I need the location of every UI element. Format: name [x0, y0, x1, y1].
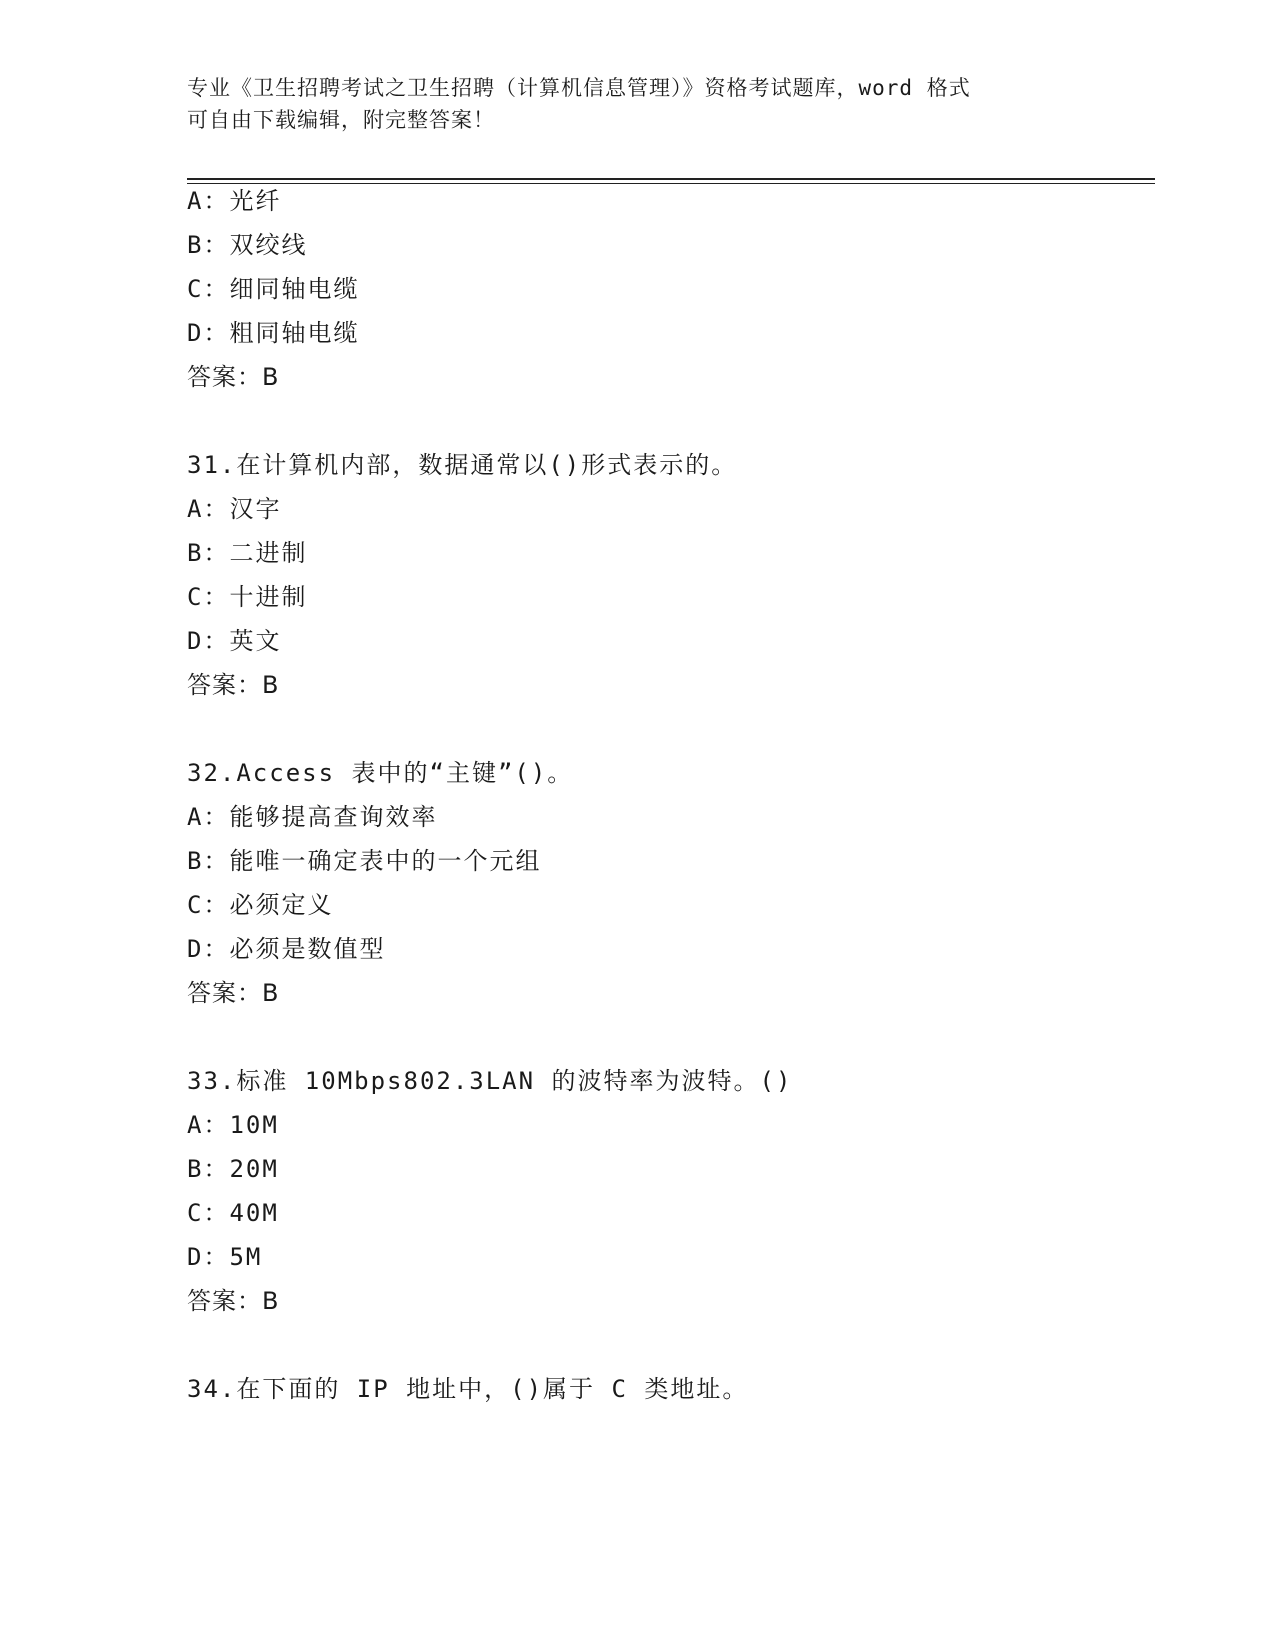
q32-option-b: B：能唯一确定表中的一个元组	[187, 847, 542, 875]
q32-question: 32.Access 表中的“主键”()。	[187, 759, 574, 787]
q31-option-d: D：英文	[187, 627, 282, 655]
header-divider	[187, 178, 1155, 180]
q31-option-b: B：二进制	[187, 539, 308, 567]
q31-option-c: C：十进制	[187, 583, 308, 611]
q33-question: 33.标准 10Mbps802.3LAN 的波特率为波特。()	[187, 1067, 793, 1095]
q33-option-c: C：40M	[187, 1199, 279, 1227]
q32-option-d: D：必须是数值型	[187, 935, 386, 963]
q33-option-d: D：5M	[187, 1243, 263, 1271]
q30-option-b: B：双绞线	[187, 231, 308, 259]
header-divider-thin	[187, 183, 1155, 184]
q31-question: 31.在计算机内部，数据通常以()形式表示的。	[187, 451, 738, 479]
q30-option-c: C：细同轴电缆	[187, 275, 360, 303]
q32-option-a: A：能够提高查询效率	[187, 803, 438, 831]
q34-question: 34.在下面的 IP 地址中，()属于 C 类地址。	[187, 1375, 749, 1403]
q31-option-a: A：汉字	[187, 495, 282, 523]
document-header	[187, 72, 1067, 136]
header-line-1: 专业《卫生招聘考试之卫生招聘（计算机信息管理）》资格考试题库，word 格式	[187, 76, 971, 100]
q33-option-a: A：10M	[187, 1111, 279, 1139]
q31-answer: 答案：B	[187, 671, 280, 699]
q33-option-b: B：20M	[187, 1155, 279, 1183]
q32-answer: 答案：B	[187, 979, 280, 1007]
header-line-2: 可自由下载编辑，附完整答案！	[187, 108, 495, 132]
q32-option-c: C：必须定义	[187, 891, 334, 919]
q33-answer: 答案：B	[187, 1287, 280, 1315]
q30-answer: 答案：B	[187, 363, 280, 391]
q30-option-d: D：粗同轴电缆	[187, 319, 360, 347]
q30-option-a: A：光纤	[187, 187, 282, 215]
